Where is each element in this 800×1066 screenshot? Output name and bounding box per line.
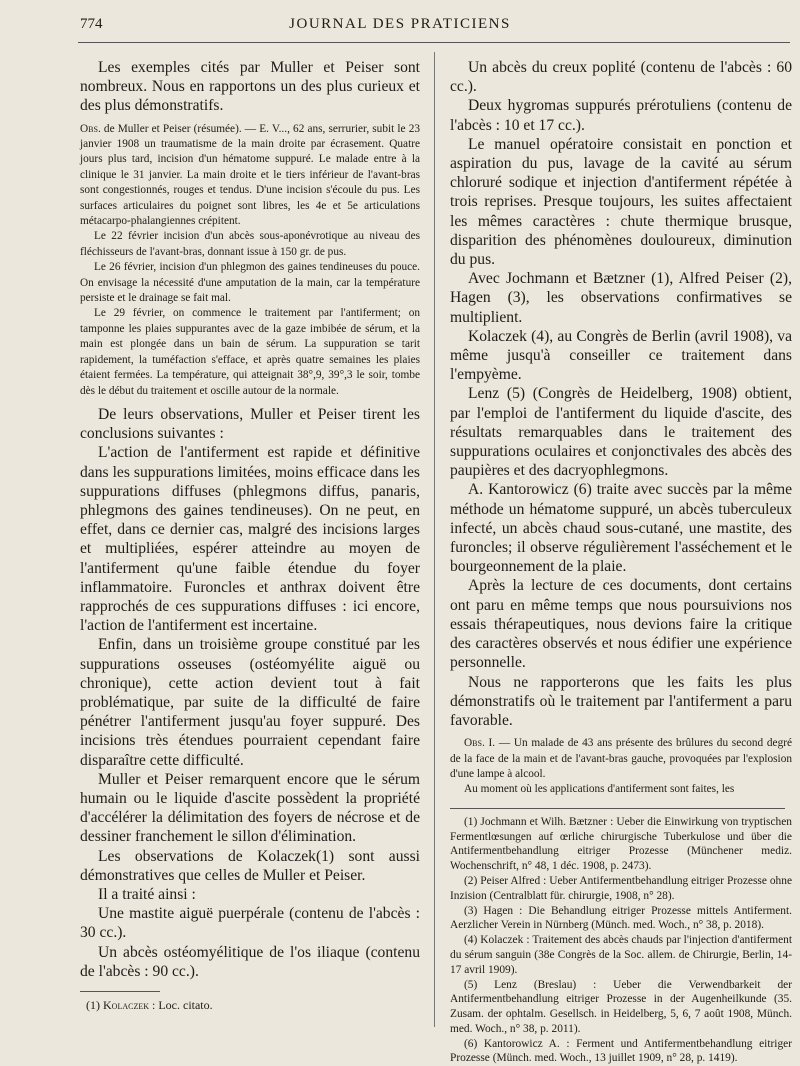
observation-text: — Un malade de 43 ans présente des brûlures du second degré de la face de la main et de l'avant-bras gauche, provoquées par l'explosion d'une lampe à alcool. xyxy=(450,737,792,780)
body-paragraph: Lenz (5) (Congrès de Heidelberg, 1908) obtient, par l'emploi de l'antiferment du liquide d'ascite, des résultats remarquables dans le traitement des suppurations oculaires et conjonctivales des abcès des paupières et des dacryophlegmons. xyxy=(450,385,792,480)
body-paragraph: Le manuel opératoire consistait en ponction et aspiration du pus, lavage de la cavité au sérum chloruré sodique et injection d'antiferment répétée à trois reprises. Presque toujours, les suites affectaient les mêmes caractères : chute thermique brusque, disparition des phénomènes douloureux, diminution du pus. xyxy=(450,135,792,269)
body-paragraph: Il a traité ainsi : xyxy=(98,886,196,903)
body-paragraph: Avec Jochmann et Bætzner (1), Alfred Peiser (2), Hagen (3), les observations confirmatives se multiplient. xyxy=(450,270,792,326)
observation-label: Obs. xyxy=(80,122,101,135)
body-paragraph: De leurs observations, Muller et Peiser tirent les conclusions suivantes : xyxy=(80,405,420,443)
observation-paragraph: Le 22 février incision d'un abcès sous-aponévrotique au niveau des fléchisseurs de l'avant-bras, donnant issue à 150 gr. de pus. xyxy=(80,230,420,258)
page-header xyxy=(0,14,800,40)
observation-one xyxy=(450,736,792,782)
observation-label: Obs. I. xyxy=(464,737,496,750)
body-paragraph: A. Kantorowicz (6) traite avec succès par la même méthode un hématome suppuré, un abcès tuberculeux infecté, un abcès chaud sous-cutané, une mastite, des furoncles; il observe régulièrement l'asséchement et le bourgeonnement de la plaie. xyxy=(450,481,792,576)
body-paragraph: Nous ne rapporterons que les faits les plus démonstratifs où le traitement par l'antiferment a paru favorable. xyxy=(450,673,792,729)
journal-title: JOURNAL DES PRATICIENS xyxy=(289,16,511,32)
footnote: (1) Jochmann et Wilh. Bætzner : Ueber die Einwirkung von tryptischen Fermentlœsungen auf œrliche chirurgische Tuberkulose und über die Antifermentbehandlung eitriger Prozesse (Münchener mediz. Wochenschrift, n° 48, 1 déc. 1908, p. 2473). xyxy=(450,815,792,873)
intro-paragraph: Les exemples cités par Muller et Peiser sont nombreux. Nous en rapportons un des plus curieux et des plus démonstratifs. xyxy=(80,59,420,115)
footnote-rule xyxy=(450,808,785,809)
body-paragraph: Enfin, dans un troisième groupe constitué par les suppurations osseuses (ostéomyélite aiguë ou chronique), cette action devient tout à fait problématique, par suite de la difficulté de faire pénétrer l'antiferment jusqu'au foyer suppuré. Des incisions très étendues pourraient cependant faire disparaître cette difficulté. xyxy=(80,636,420,769)
observation-paragraph: Le 26 février, incision d'un phlegmon des gaines tendineuses du pouce. On envisage la nécessité d'une amputation de la main, car la température persiste et le drainage se fait mal. xyxy=(80,261,420,305)
right-column xyxy=(450,58,792,1066)
footnote xyxy=(80,998,420,1013)
body-paragraph: Deux hygromas suppurés prérotuliens (contenu de l'abcès : 10 et 17 cc.). xyxy=(450,97,792,134)
body-paragraph: Les observations de Kolaczek(1) sont aussi démonstratives que celles de Muller et Peiser. xyxy=(80,847,420,884)
footnote: (6) Kantorowicz A. : Ferment und Antifermentbehandlung eitriger Prozesse (Münch. med. Woch., 13 juillet 1909, n° 28, p. 1419). xyxy=(450,1037,792,1065)
observation-muller-peiser xyxy=(80,122,420,230)
left-column xyxy=(80,58,420,1013)
body-paragraph: Muller et Peiser remarquent encore que le sérum humain ou le liquide d'ascite possèdent la propriété d'accélérer la délimitation des foyers de nécrose et de dessiner franchement le sillon d'élimination. xyxy=(80,770,420,846)
observation-paragraph: Au moment où les applications d'antiferment sont faites, les xyxy=(464,783,735,796)
footnote: (5) Lenz (Breslau) : Ueber die Verwendbarkeit der Antifermentbehandlung eitriger Prozesse in der Augenheilkunde (35. Zusam. der ophtalm. Gesellsch. in Heidelberg, 5, 6, 7 août 1908, Münch. med. Woch., n° 38, p. 2011). xyxy=(450,978,792,1035)
observation-paragraph: Le 29 février, on commence le traitement par l'antiferment; on tamponne les plaies suppurantes avec de la gaze imbibée de sérum, et la main est plongée dans un bain de sérum. La suppuration se tarit rapidement, la tuméfaction s'efface, et après quatre semaines les plaies étaient fermées. La température, qui atteignait 38°,9, 39°,3 le soir, tombe dès le début du traitement et oscille autour de la normale. xyxy=(80,307,420,397)
footnote-rule xyxy=(80,991,160,992)
body-paragraph: L'action de l'antiferment est rapide et définitive dans les suppurations limitées, moins efficace dans les suppurations diffuses (phlegmons diffus, panaris, phlegmons des gaines tendineuses). On ne peut, en effet, dans ce dernier cas, malgré des incisions larges et multipliées, espérer atteindre au moyen de l'antiferment qu'une faible étendue du foyer inflammatoire. Furoncles et anthrax doivent être rapprochés de ces suppurations diffuses : ici encore, l'action de l'antiferment est incertaine. xyxy=(80,444,420,635)
column-divider xyxy=(434,52,435,1027)
body-paragraph: Kolaczek (4), au Congrès de Berlin (avril 1908), va même jusqu'à conseiller ce traitement dans l'empyème. xyxy=(450,327,792,384)
footnote-author: Kolaczek xyxy=(103,998,149,1013)
body-paragraph: Après la lecture de ces documents, dont certains ont paru en même temps que nous poursuivions nos essais thérapeutiques, nous devions faire la critique des caractères observés et nous édifier une expérience personnelle. xyxy=(450,577,792,672)
body-paragraph: Un abcès ostéomyélitique de l'os iliaque (contenu de l'abcès : 90 cc.). xyxy=(80,943,420,980)
footnote-number: (1) xyxy=(86,998,103,1013)
footnote: (4) Kolaczek : Traitement des abcès chauds par l'injection d'antiferment du sérum sanguin (38e Congrès de la Soc. allem. de Chirurgie, Berlin, 14-17 avril 1909). xyxy=(450,934,792,976)
observation-text: de Muller et Peiser (résumée). — E. V..., 62 ans, serrurier, subit le 23 janvier 1908 un traumatisme de la main droite par écrasement. Quatre jours plus tard, incision d'un hématome suppuré. Le malade entre à la clinique le 31 janvier. La main droite et le tiers inférieur de l'avant-bras sont congestionnés, rouges et tendus. D'une incision s'écoule du pus. Les surfaces articulaires du poignet sont libres, les 4e et 5e articulations métacarpo-phalangiennes crépitent. xyxy=(80,122,420,228)
footnote: (2) Peiser Alfred : Ueber Antifermentbehandlung eitriger Prozesse ohne Inzision (Centralblatt für. chirurgie, 1908, n° 28). xyxy=(450,874,792,902)
footnote: (3) Hagen : Die Behandlung eitriger Prozesse mittels Antiferment. Aerzlicher Verein in Nürnberg (Münch. med. Woch., n° 38, p. 2018). xyxy=(450,904,792,932)
page-number: 774 xyxy=(80,16,103,32)
footnote-text: : Loc. citato. xyxy=(149,998,213,1013)
header-rule xyxy=(78,42,790,43)
body-paragraph: Une mastite aiguë puerpérale (contenu de l'abcès : 30 cc.). xyxy=(80,905,420,942)
body-paragraph: Un abcès du creux poplité (contenu de l'abcès : 60 cc.). xyxy=(450,59,792,96)
